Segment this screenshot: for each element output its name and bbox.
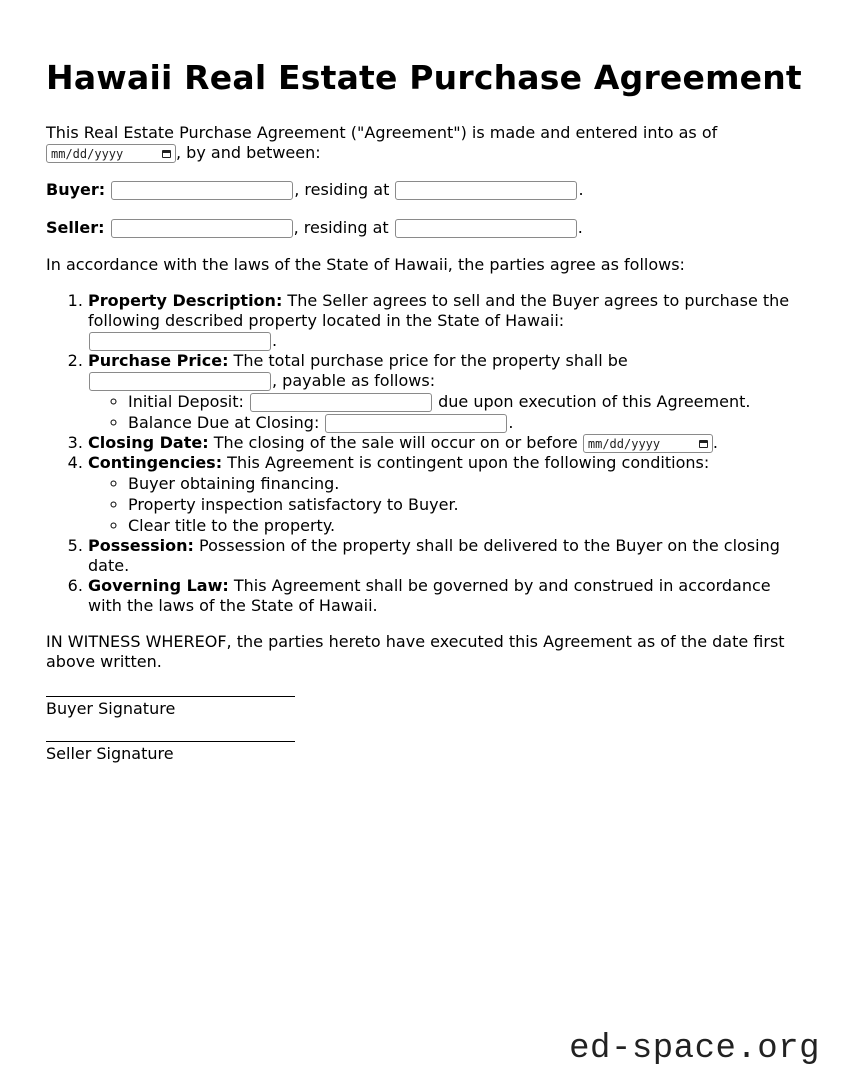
seller-signature-label: Seller Signature bbox=[46, 744, 174, 763]
lead-paragraph: In accordance with the laws of the State of Hawaii, the parties agree as follows: bbox=[46, 255, 685, 274]
purchase-price-input[interactable] bbox=[89, 372, 271, 391]
buyer-signature-block bbox=[46, 696, 806, 719]
date-placeholder: mm/dd/yyyy bbox=[51, 146, 124, 161]
intro-paragraph bbox=[46, 123, 806, 163]
watermark: ed-space.org bbox=[569, 1030, 820, 1068]
buyer-name-input[interactable] bbox=[111, 181, 293, 200]
payment-terms-list bbox=[88, 391, 806, 433]
clause-heading: Property Description: bbox=[88, 291, 283, 310]
period: . bbox=[272, 331, 278, 350]
clause-heading: Possession: bbox=[88, 536, 194, 555]
period: . bbox=[577, 218, 583, 237]
seller-signature-line[interactable] bbox=[46, 741, 295, 742]
period: . bbox=[508, 413, 514, 432]
period: . bbox=[712, 433, 718, 452]
clause-property-description bbox=[88, 291, 806, 351]
clause-text: The Seller agrees to sell and the Buyer agrees to purchase the following described property located in the State of Hawaii: bbox=[88, 291, 790, 330]
clause-text: The total purchase price for the property shall be bbox=[228, 351, 628, 370]
initial-deposit-text: due upon execution of this Agreement. bbox=[438, 392, 751, 411]
buyer-residing-text: , residing at bbox=[294, 180, 390, 199]
seller-signature-block bbox=[46, 741, 806, 764]
clauses-list bbox=[46, 291, 806, 616]
clause-text: The closing of the sale will occur on or before bbox=[208, 433, 578, 452]
initial-deposit-input[interactable] bbox=[250, 393, 432, 412]
clause-text: Possession of the property shall be delivered to the Buyer on the closing date. bbox=[88, 536, 780, 575]
seller-label: Seller: bbox=[46, 218, 105, 237]
seller-residing-text: , residing at bbox=[293, 218, 389, 237]
intro-text: This Real Estate Purchase Agreement ("Agreement") is made and entered into as of bbox=[46, 123, 718, 142]
date-placeholder: mm/dd/yyyy bbox=[587, 436, 661, 451]
calendar-icon[interactable] bbox=[699, 440, 708, 448]
buyer-line bbox=[46, 179, 806, 201]
buyer-signature-label: Buyer Signature bbox=[46, 699, 176, 718]
initial-deposit-label: Initial Deposit: bbox=[128, 392, 244, 411]
property-description-input[interactable] bbox=[89, 332, 271, 351]
calendar-icon[interactable] bbox=[162, 150, 171, 158]
clause-heading: Contingencies: bbox=[88, 453, 223, 472]
balance-due-input[interactable] bbox=[325, 414, 507, 433]
clause-heading: Governing Law: bbox=[88, 576, 229, 595]
contingency-item: ◦ Buyer obtaining financing. bbox=[128, 473, 806, 494]
buyer-address-input[interactable] bbox=[395, 181, 577, 200]
buyer-signature-line[interactable] bbox=[46, 696, 295, 697]
closing-date-input[interactable] bbox=[583, 434, 713, 453]
initial-deposit-item bbox=[128, 391, 806, 412]
clause-text-after: , payable as follows: bbox=[272, 371, 436, 390]
witness-paragraph: IN WITNESS WHEREOF, the parties hereto have executed this Agreement as of the date first above written. bbox=[46, 632, 785, 671]
period: . bbox=[578, 180, 584, 199]
contingencies-list bbox=[88, 473, 806, 536]
seller-line bbox=[46, 217, 806, 239]
clause-governing-law bbox=[88, 576, 806, 616]
clause-heading: Closing Date: bbox=[88, 433, 209, 452]
clause-text: This Agreement shall be governed by and construed in accordance with the laws of the State of Hawaii. bbox=[88, 576, 771, 615]
seller-name-input[interactable] bbox=[111, 219, 293, 238]
clause-heading: Purchase Price: bbox=[88, 351, 229, 370]
contingency-item: ◦ Clear title to the property. bbox=[128, 515, 806, 536]
seller-address-input[interactable] bbox=[395, 219, 577, 238]
clause-contingencies bbox=[88, 453, 806, 536]
clause-text: This Agreement is contingent upon the following conditions: bbox=[222, 453, 710, 472]
clause-purchase-price bbox=[88, 351, 806, 433]
contingency-item: ◦ Property inspection satisfactory to Buyer. bbox=[128, 494, 806, 515]
clause-possession bbox=[88, 536, 806, 576]
agreement-date-input[interactable] bbox=[46, 144, 176, 163]
clause-closing-date bbox=[88, 433, 806, 453]
intro-text-after: , by and between: bbox=[176, 143, 321, 162]
document bbox=[46, 58, 806, 786]
page-title: Hawaii Real Estate Purchase Agreement bbox=[46, 58, 802, 97]
buyer-label: Buyer: bbox=[46, 180, 106, 199]
balance-due-label: Balance Due at Closing: bbox=[128, 413, 320, 432]
balance-due-item bbox=[128, 412, 806, 433]
